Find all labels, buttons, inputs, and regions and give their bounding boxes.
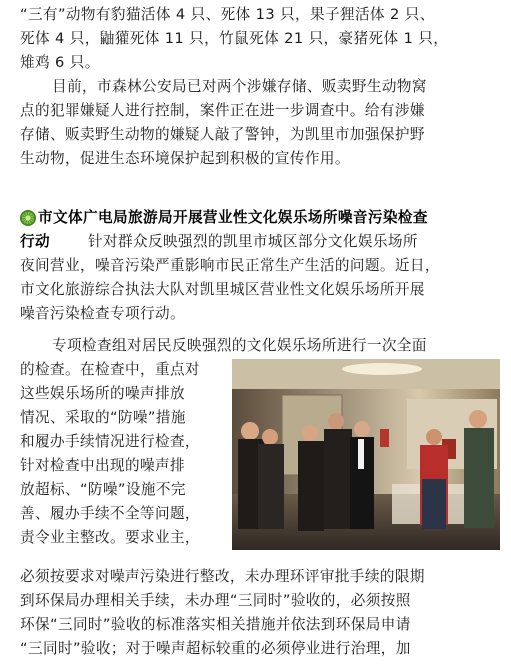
green-flower-bullet-icon [20,210,36,226]
text-line: 存储、贩卖野生动物的嫌疑人敲了警钟，为凯里市加强保护野 [20,126,425,143]
article-lead: 针对群众反映强烈的凯里市城区部分文化娱乐场所 [88,233,418,250]
text-line: 情况、采取的“防噪”措施 [20,409,186,426]
text-line: 必须按要求对噪声污染进行整改，未办理环评审批手续的限期 [20,568,425,585]
article-title: 市文体广电局旅游局开展营业性文化娱乐场所噪音污染检查 [38,209,428,226]
text-line: 善、履办手续不全等问题， [20,505,200,522]
text-line: 死体 4 只，鼬獾死体 11 只，竹鼠死体 21 只，豪猪死体 1 只， [20,30,449,47]
text-line: 这些娱乐场所的噪声排放 [20,385,185,402]
text-line: “三有”动物有豹猫活体 4 只、死体 13 只，果子狸活体 2 只、 [20,6,435,23]
text-line: 夜间营业，噪音污染严重影响市民正常生产生活的问题。近日， [20,257,440,274]
text-line: 针对检查中出现的噪声排 [20,457,185,474]
text-line: 噪音污染检查专项行动。 [20,305,185,322]
text-line: 生动物，促进生态环境保护起到积极的宣传作用。 [20,150,350,167]
text-line: 放超标、“防噪”设施不完 [20,481,186,498]
text-line: 责令业主整改。要求业主， [20,529,200,546]
text-line: 和履办手续情况进行检查， [20,433,200,450]
article-title-line2 [20,230,497,254]
inspection-photo [232,359,500,550]
text-line: 环保“三同时”验收的标准落实相关措施并依法到环保局申请 [20,616,411,633]
text-line: 市文化旅游综合执法大队对凯里城区营业性文化娱乐场所开展 [20,281,425,298]
text-line: 专项检查组对居民反映强烈的文化娱乐场所进行一次全面 [52,337,427,354]
text-line: 的检查。在检查中，重点对 [20,361,200,378]
text-line: 点的犯罪嫌疑人进行控制，案件正在进一步调查中。给有涉嫌 [20,102,425,119]
article-title-tail: 行动 [20,233,50,250]
text-line: 到环保局办理相关手续，未办理“三同时”验收的，必须按照 [20,592,411,609]
text-line: “三同时”验收；对于噪声超标较重的必须停业进行治理，加 [20,640,411,657]
text-line: 雉鸡 6 只。 [20,54,100,71]
text-line: 目前，市森林公安局已对两个涉嫌存储、贩卖野生动物窝 [52,78,427,95]
